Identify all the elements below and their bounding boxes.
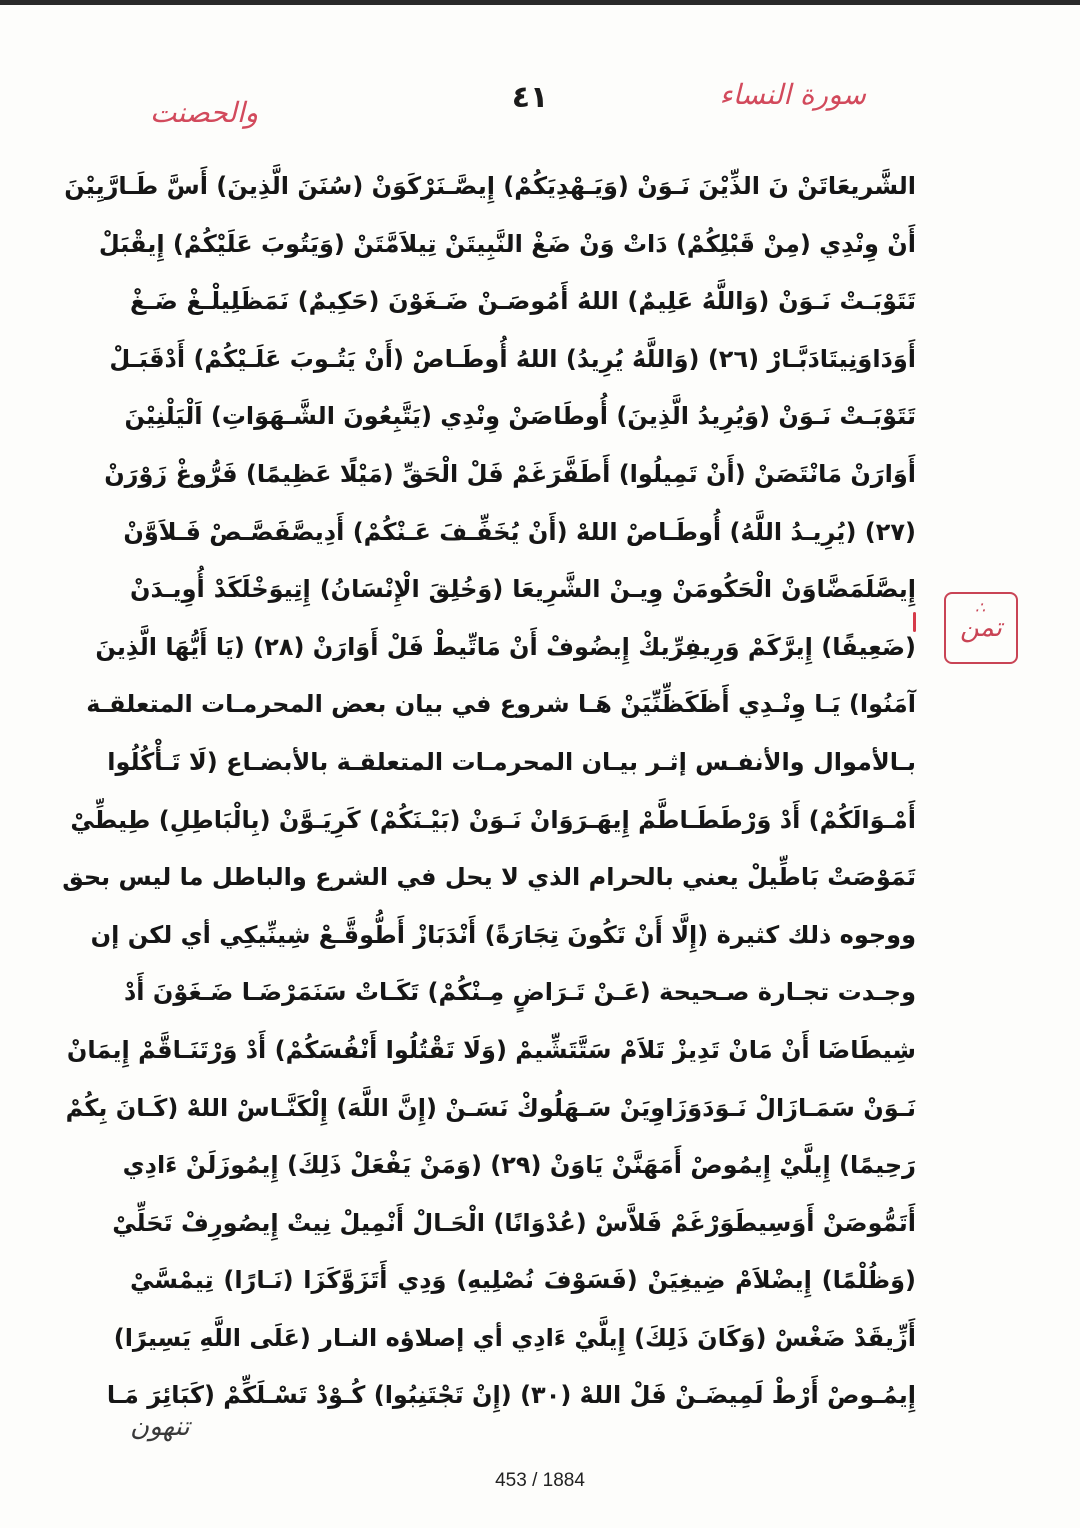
catchword: تنهون xyxy=(130,1412,190,1442)
text-line: بـالأموال والأنفـس إثـر بيـان المحرمـات المتعلقـة بالأبضـاع (لَا تَـأْكُلُوا xyxy=(107,747,916,776)
text-line: أَتَمُّوصَنْ أَوَسِيطَوَرْغَمْ فَلاَّسْ (عُدْوَانًا) الْحَـالْ أَنْمِيلْ نِيتْ إِيصُورِفْ تَحَلِّيْ xyxy=(112,1208,916,1237)
text-line: أَنْ وِنْدِي (مِنْ قَبْلِكُمْ) دَاتْ وَنْ ضَغْ النَّبِيتَنْ تِيلاَمَّتَنْ (وَيَتُوبَ عَلَيْكُمْ) إِيقْبَلْ xyxy=(98,229,916,258)
main-text-block xyxy=(62,158,916,1425)
surah-title: سورة النساء xyxy=(719,78,866,111)
margin-annotation: تمن xyxy=(959,613,1003,643)
text-line: أَمْـوَالَكُمْ) أَدْ وَرْطَطَـاطَّمْ إِيهَـرَوَانْ نَـوَنْ (بَيْـنَكُمْ) كَرِيَـوَّنْ (بِالْبَاطِلِ) طِيطِّيْ xyxy=(70,805,916,834)
text-line: أَزِّيقَدْ ضَغْسْ (وَكَانَ ذَلِكَ) إِيلَّيْ ءَادِي أي إصلاؤه النـار (عَلَى اللَّهِ يَسِيرًا) xyxy=(113,1323,916,1352)
text-line: إِيمُـوصْ أَرْطْ لَمِيضَـنْ فَلْ اللهْ (٣٠) (إِنْ تَجْتَنِبُوا) كُـوْدْ تَسْـلَكِّمْ (كَبَائِرَ مَـا xyxy=(106,1381,916,1410)
text-line: وجـدت تجـارة صـحيحة (عَـنْ تَـرَاضٍ مِـنْكُمْ) تَكَـاتْ سَنَمَرْضَـا ضَـغَوْنَ أَدْ xyxy=(123,978,916,1007)
text-line: (ضَعِيفًا) إِيرَّكَمْ وَرِيفِرِّيكْ إِيضُوفْ أَنْ مَاتِّيطْ فَلْ أَوَارَنْ (٢٨) (يَا أَيُّهَا الَّذِينَ xyxy=(95,632,916,661)
insertion-mark xyxy=(913,612,916,632)
text-line: تَتَوْبَـتْ نَـوَنْ (وَاللَّهُ عَلِيمٌ) اللهُ أَمُوصَـنْ ضَـغَوْنَ (حَكِيمٌ) نَمَظَلِيلْـغْ ضَـغْ xyxy=(130,287,916,316)
margin-annotation-box xyxy=(944,592,1018,664)
header-margin-note: والحصنت xyxy=(150,96,259,129)
text-line: (٢٧) (يُرِيـدُ اللَّهُ) أُوطَـاصْ اللهْ (أَنْ يُخَفِّـفَ عَـنْكُمْ) أَدِيصَّفَصَّـصْ فَـلاَوَّنْ xyxy=(123,517,916,546)
text-line: تَتَوْبَـتْ نَـوَنْ (وَيُرِيدُ الَّذِينَ) أُوطَاصَنْ وِنْدِي (يَتَّبِعُونَ الشَّـهَوَاتِ) اَلْيَلْنِيْنَ xyxy=(124,402,916,431)
text-line: إِيصَّلَمَضَّاوَنْ الْحَكُومَنْ وِيـنْ الشَّرِيعَا (وَخُلِقَ الْإِنْسَانُ) إِتِيوَخْلَكَدْ أُوِيـدَنْ xyxy=(130,575,916,604)
text-line: ووجوه ذلك كثيرة (إِلَّا أَنْ تَكُونَ تِجَارَةً) أَنْدَبَازْ أَطُّوقَّـعْ شِينِّيكِي أي لكن إن xyxy=(90,920,916,949)
text-line: أَوَارَنْ مَانْتَصَنْ (أَنْ تَمِيلُوا) أَطَفَّرَغَمْ فَلْ الْحَقِّ (مَيْلًا عَظِيمًا) فَرُّوغْ زَوْرَنْ xyxy=(104,459,916,488)
text-line: (وَظُلْمًا) إِيضْلاَمْ ضِيغِيَنْ (فَسَوْفَ نُصْلِيهِ) وَدِي أَتَزَوَّكَزَا (نَـارًا) تِيمْسَّيْ xyxy=(130,1266,916,1295)
text-line: أَوَدَاوَنِيتَادَبَّـارْ (٢٦) (وَاللَّهُ يُرِيدُ) اللهُ أُوطَـاصْ (أَنْ يَتُـوبَ عَلَـيْكُمْ) أَدْقَبَـلْ xyxy=(109,344,916,373)
page-number: ٤١ xyxy=(511,80,549,115)
top-border-line xyxy=(0,0,1080,5)
annotation-dots: ∴ xyxy=(974,598,988,617)
text-line: نَـوَنْ سَمَـازَالْ نَـوَدَوَزَاوِيَنْ سَـهَلُوكْ نَسَـنْ (إِنَّ اللَّهَ) إِلْكَنَّـاسْ اللهْ (كَـانَ بِكُمْ xyxy=(65,1093,916,1122)
text-line: رَحِيمًا) إِيلَّيْ إِيمُوصْ أَمَهَنَّنْ يَاوَنْ (٢٩) (وَمَنْ يَفْعَلْ ذَلِكَ) إِيمُوزَلَنْ ءَادِي xyxy=(122,1151,916,1180)
text-line: شِيطَاضَا أَنْ مَانْ تَدِيزْ تَلاَمْ سَتَّتَشِّيمْ (وَلَا تَقْتُلُوا أَنْفُسَكُمْ) أَدْ وَرْتَنَـاقَّمْ إِيمَانْ xyxy=(66,1035,916,1064)
page-indicator: 453 / 1884 xyxy=(495,1470,585,1491)
text-line: تَمَوْصَتْ بَاطِّيلْ يعني بالحرام الذي لا يحل في الشرع والباطل ما ليس بحق xyxy=(62,863,916,892)
text-line: آمَنُوا) يَـا وِنْـدِي أَظَكَظِّنِّيَنْ هَـا شروع في بيان بعض المحرمـات المتعلقـة xyxy=(86,690,916,719)
text-line: الشَّريعَاتَنْ نَ الذِّيْنَ نَـوَنْ (وَيَـهْدِيَكُمْ) إِيصَّـنَرْكَوَنْ (سُنَنَ الَّذِينَ) أَسَّ طَـارَّيِيْنَ xyxy=(64,172,916,200)
